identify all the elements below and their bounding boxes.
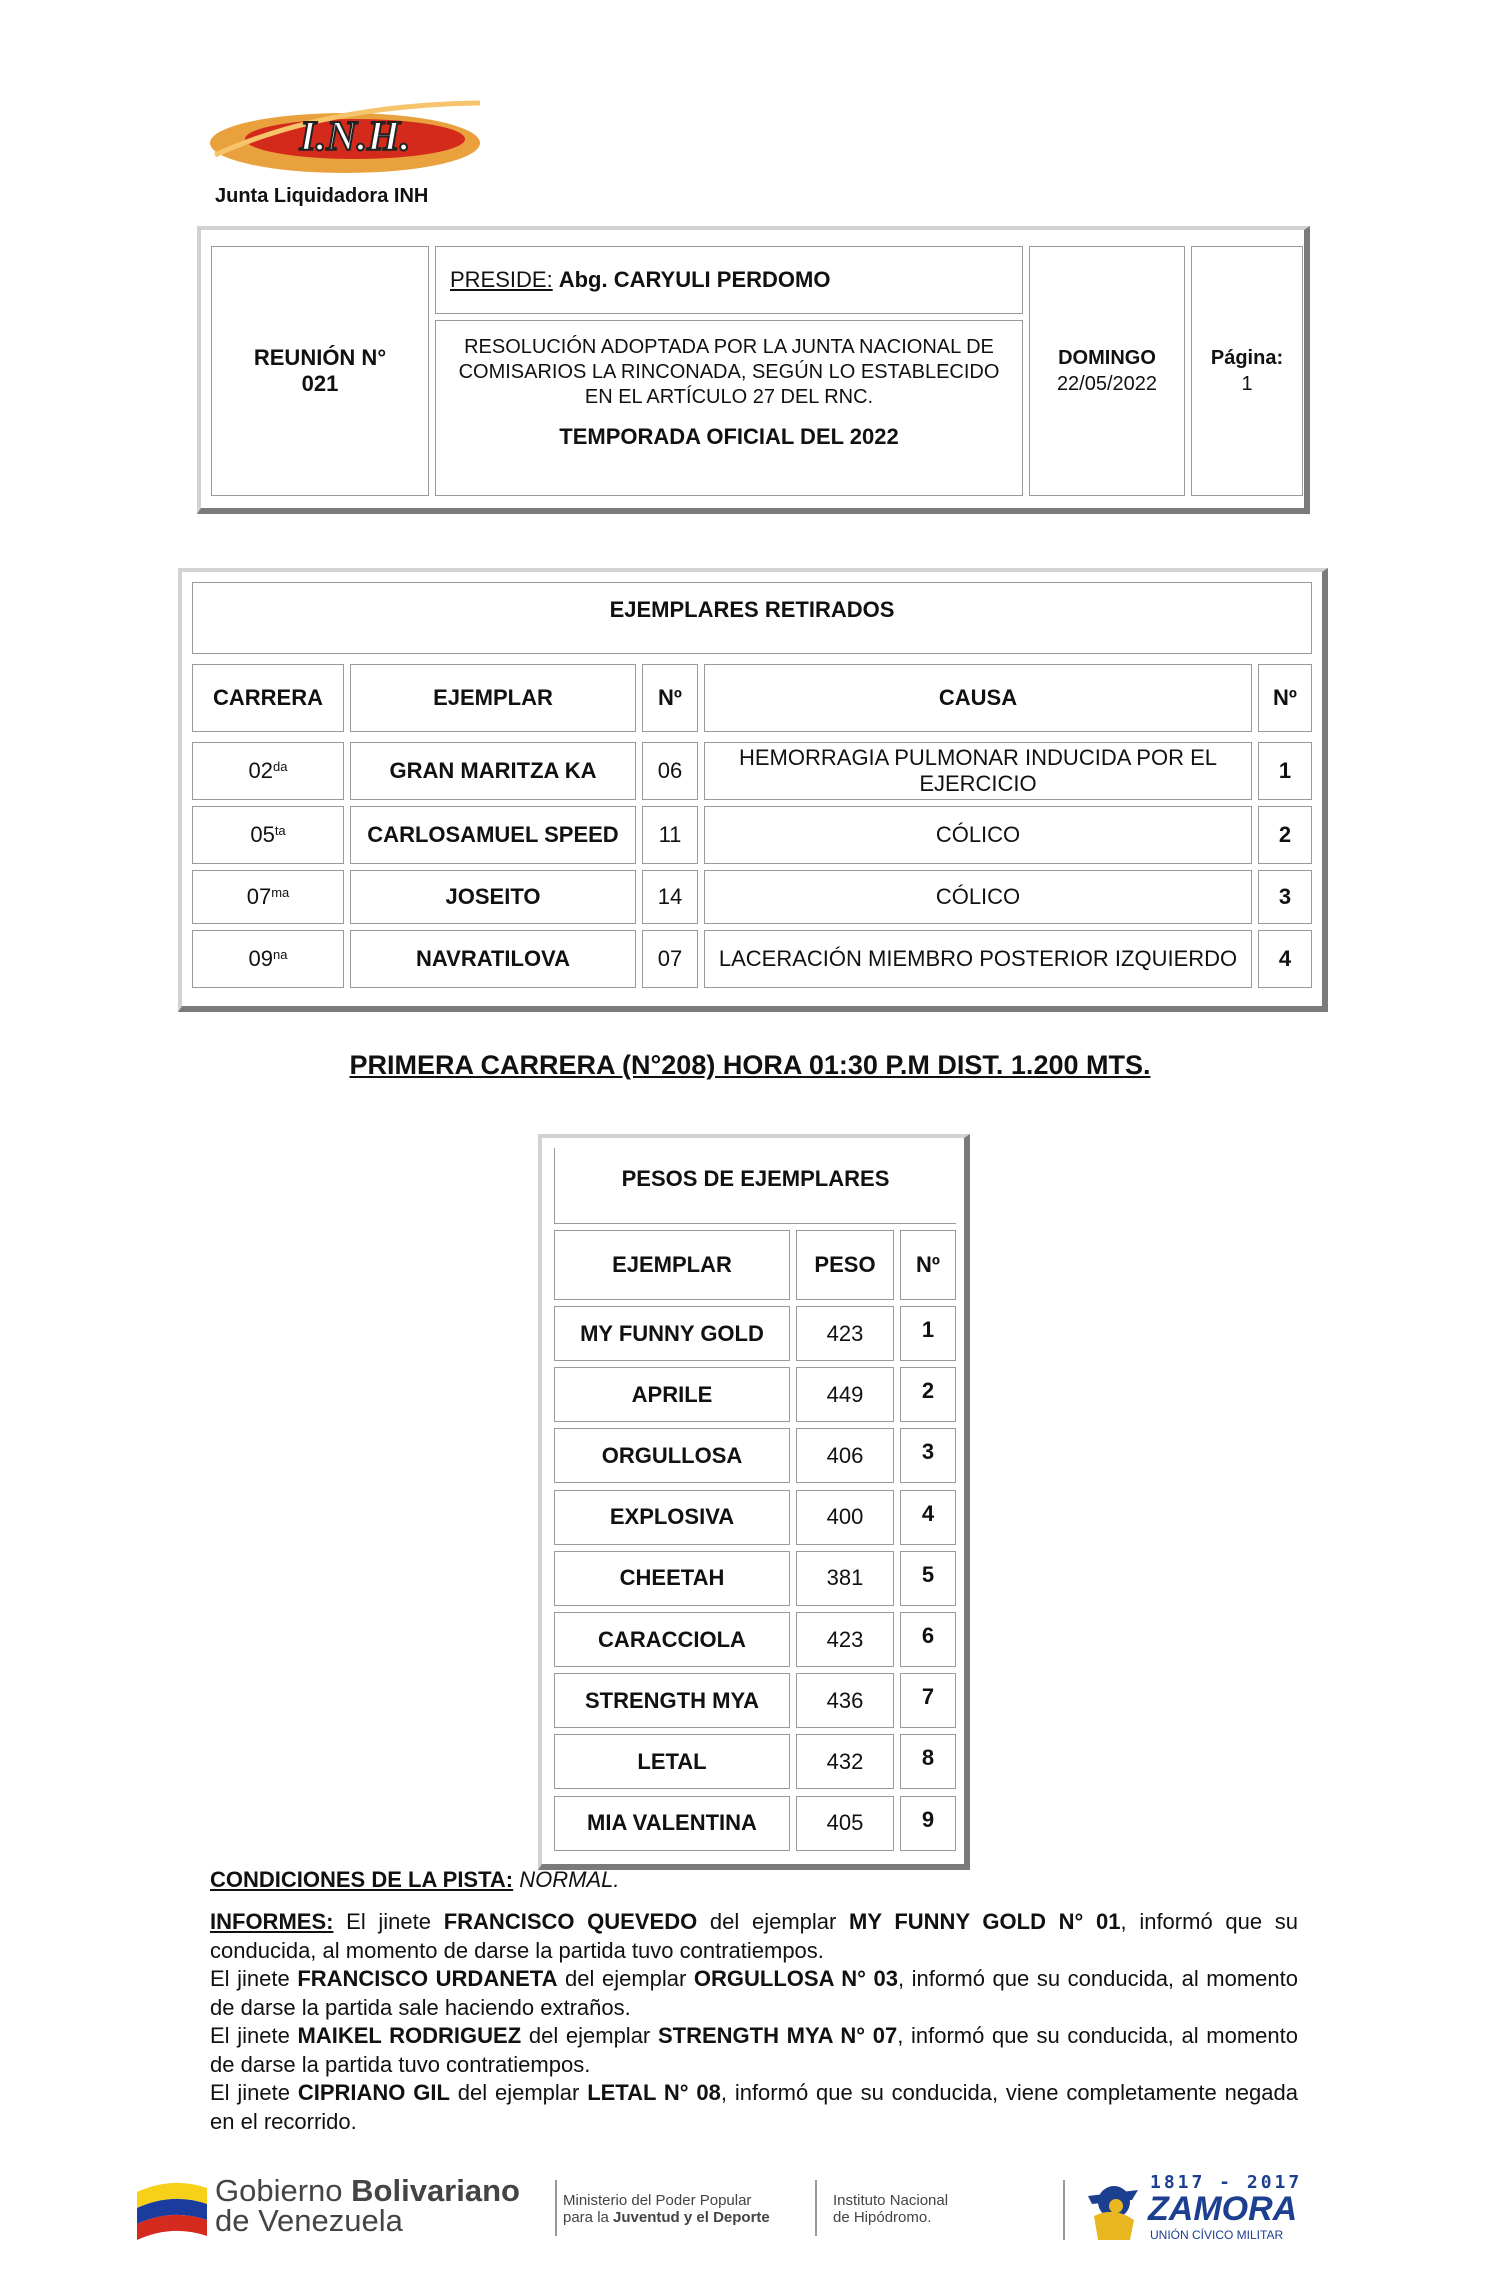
weights-table	[538, 1134, 970, 1870]
reunion-label: REUNIÓN N°	[253, 345, 387, 370]
inh-logo	[205, 95, 485, 185]
reports-label: INFORMES:	[210, 1909, 334, 1934]
table-row-race: 07 $^{ma}$	[192, 870, 344, 924]
zamora-subtitle: UNIÓN CÍVICO MILITAR	[1150, 2228, 1284, 2242]
weight-row-number: 1	[900, 1306, 956, 1361]
weight-row-value: 449	[796, 1367, 894, 1422]
col-peso: PESO	[796, 1230, 894, 1300]
weight-row-horse: LETAL	[554, 1734, 790, 1789]
col-n: Nº	[900, 1230, 956, 1300]
weight-row-horse: MY FUNNY GOLD	[554, 1306, 790, 1361]
table-row-cause: LACERACIÓN MIEMBRO POSTERIOR IZQUIERDO	[704, 930, 1252, 988]
weight-row-horse: EXPLOSIVA	[554, 1490, 790, 1545]
zamora-portrait-icon	[1080, 2176, 1144, 2242]
table-row-num: 07	[642, 930, 698, 988]
reunion-cell	[211, 246, 429, 496]
weight-row-value: 432	[796, 1734, 894, 1789]
weight-row-value: 400	[796, 1490, 894, 1545]
resolution-cell	[435, 320, 1023, 496]
page-number: 1	[1241, 373, 1253, 395]
weight-row-horse: CHEETAH	[554, 1551, 790, 1606]
date-value: 22/05/2022	[1056, 373, 1158, 395]
resolution-text: RESOLUCIÓN ADOPTADA POR LA JUNTA NACIONAL DE COMISARIOS LA RINCONADA, SEGÚN LO ESTABLECIDO EN EL ARTÍCULO 27 DEL RNC.	[458, 336, 1000, 408]
weight-row-number: 6	[900, 1612, 956, 1667]
weight-row-horse: MIA VALENTINA	[554, 1796, 790, 1851]
col-num: Nº	[642, 664, 698, 732]
weights-title: PESOS DE EJEMPLARES	[554, 1148, 956, 1224]
weight-row-value: 406	[796, 1428, 894, 1483]
col-ejemplar: EJEMPLAR	[350, 664, 636, 732]
weight-row-number: 4	[900, 1490, 956, 1545]
race-title: PRIMERA CARRERA (N°208) HORA 01:30 P.M DIST. 1.200 MTS.	[349, 1050, 1151, 1080]
table-row-num: 06	[642, 742, 698, 800]
gov-logo-text: Gobierno Bolivariano de Venezuela	[215, 2173, 520, 2238]
table-row-n: 2	[1258, 806, 1312, 864]
table-row-n: 1	[1258, 742, 1312, 800]
institute-text: Instituto Nacional de Hipódromo.	[833, 2192, 949, 2226]
weight-row-number: 2	[900, 1367, 956, 1422]
date-cell	[1029, 246, 1185, 496]
weight-row-number: 8	[900, 1734, 956, 1789]
table-row-race: 09 $^{na}$	[192, 930, 344, 988]
table-row-cause: HEMORRAGIA PULMONAR INDUCIDA POR EL EJERCICIO	[704, 742, 1252, 800]
preside-name: Abg. CARYULI PERDOMO	[558, 267, 831, 292]
weight-row-horse: APRILE	[554, 1367, 790, 1422]
weight-row-horse: ORGULLOSA	[554, 1428, 790, 1483]
day-label: DOMINGO	[1058, 347, 1156, 369]
table-row-n: 3	[1258, 870, 1312, 924]
reunion-number: 021	[301, 371, 339, 396]
conditions-label: CONDICIONES DE LA PISTA:	[210, 1867, 514, 1892]
weight-row-number: 5	[900, 1551, 956, 1606]
table-row-num: 11	[642, 806, 698, 864]
weight-row-number: 3	[900, 1428, 956, 1483]
weight-row-horse: STRENGTH MYA	[554, 1673, 790, 1728]
weight-row-number: 7	[900, 1673, 956, 1728]
logo-text: I.N.H.	[299, 114, 411, 160]
col-causa: CAUSA	[704, 664, 1252, 732]
venezuela-flag-icon	[135, 2174, 209, 2240]
table-row-horse: CARLOSAMUEL SPEED	[350, 806, 636, 864]
logo-caption: Junta Liquidadora INH	[215, 185, 429, 207]
table-row-horse: GRAN MARITZA KA	[350, 742, 636, 800]
table-row-race: 05 $^{ta}$	[192, 806, 344, 864]
col-n: Nº	[1258, 664, 1312, 732]
footer	[135, 2170, 1375, 2250]
weight-row-number: 9	[900, 1796, 956, 1851]
page-cell	[1191, 246, 1303, 496]
withdrawn-table	[178, 568, 1328, 1012]
weight-row-value: 436	[796, 1673, 894, 1728]
weight-row-value: 405	[796, 1796, 894, 1851]
page-label: Página:	[1210, 347, 1284, 369]
weight-row-value: 381	[796, 1551, 894, 1606]
preside-cell	[435, 246, 1023, 314]
table-row-race: 02 $^{da}$	[192, 742, 344, 800]
col-carrera: CARRERA	[192, 664, 344, 732]
table-row-n: 4	[1258, 930, 1312, 988]
table-row-num: 14	[642, 870, 698, 924]
season-text: TEMPORADA OFICIAL DEL 2022	[559, 424, 899, 449]
ministry-text: Ministerio del Poder Popular para la Juventud y el Deporte	[563, 2192, 770, 2226]
table-row-horse: NAVRATILOVA	[350, 930, 636, 988]
zamora-name: ZAMORA	[1148, 2190, 1298, 2228]
zamora-years: 1817 - 2017	[1150, 2172, 1303, 2193]
header-table	[197, 226, 1310, 514]
table-row-cause: CÓLICO	[704, 806, 1252, 864]
withdrawn-title: EJEMPLARES RETIRADOS	[192, 582, 1312, 654]
preside-label: PRESIDE:	[450, 267, 553, 292]
weight-row-horse: CARACCIOLA	[554, 1612, 790, 1667]
weight-row-value: 423	[796, 1306, 894, 1361]
track-conditions	[210, 1866, 1298, 1895]
col-ejemplar: EJEMPLAR	[554, 1230, 790, 1300]
table-row-cause: CÓLICO	[704, 870, 1252, 924]
conditions-value: NORMAL.	[519, 1867, 620, 1892]
table-row-horse: JOSEITO	[350, 870, 636, 924]
weight-row-value: 423	[796, 1612, 894, 1667]
reports: INFORMES: El jinete FRANCISCO QUEVEDO del ejemplar MY FUNNY GOLD N° 01, informó que su conducida, al momento de darse la partida tuvo contratiempos. El jinete FRANCISCO URDANETA del ejemplar ORGULLOSA N° 03, informó que su conducida, al momento de darse la partida sale haciendo extraños. El jinete MAIKEL RODRIGUEZ del ejemplar STRENGTH MYA N° 07, informó que su conducida, al momento de darse la partida tuvo contratiempos. El jinete CIPRIANO GIL del ejemplar LETAL N° 08, informó que su conducida, viene completamente negada en el recorrido.	[210, 1909, 1299, 2134]
